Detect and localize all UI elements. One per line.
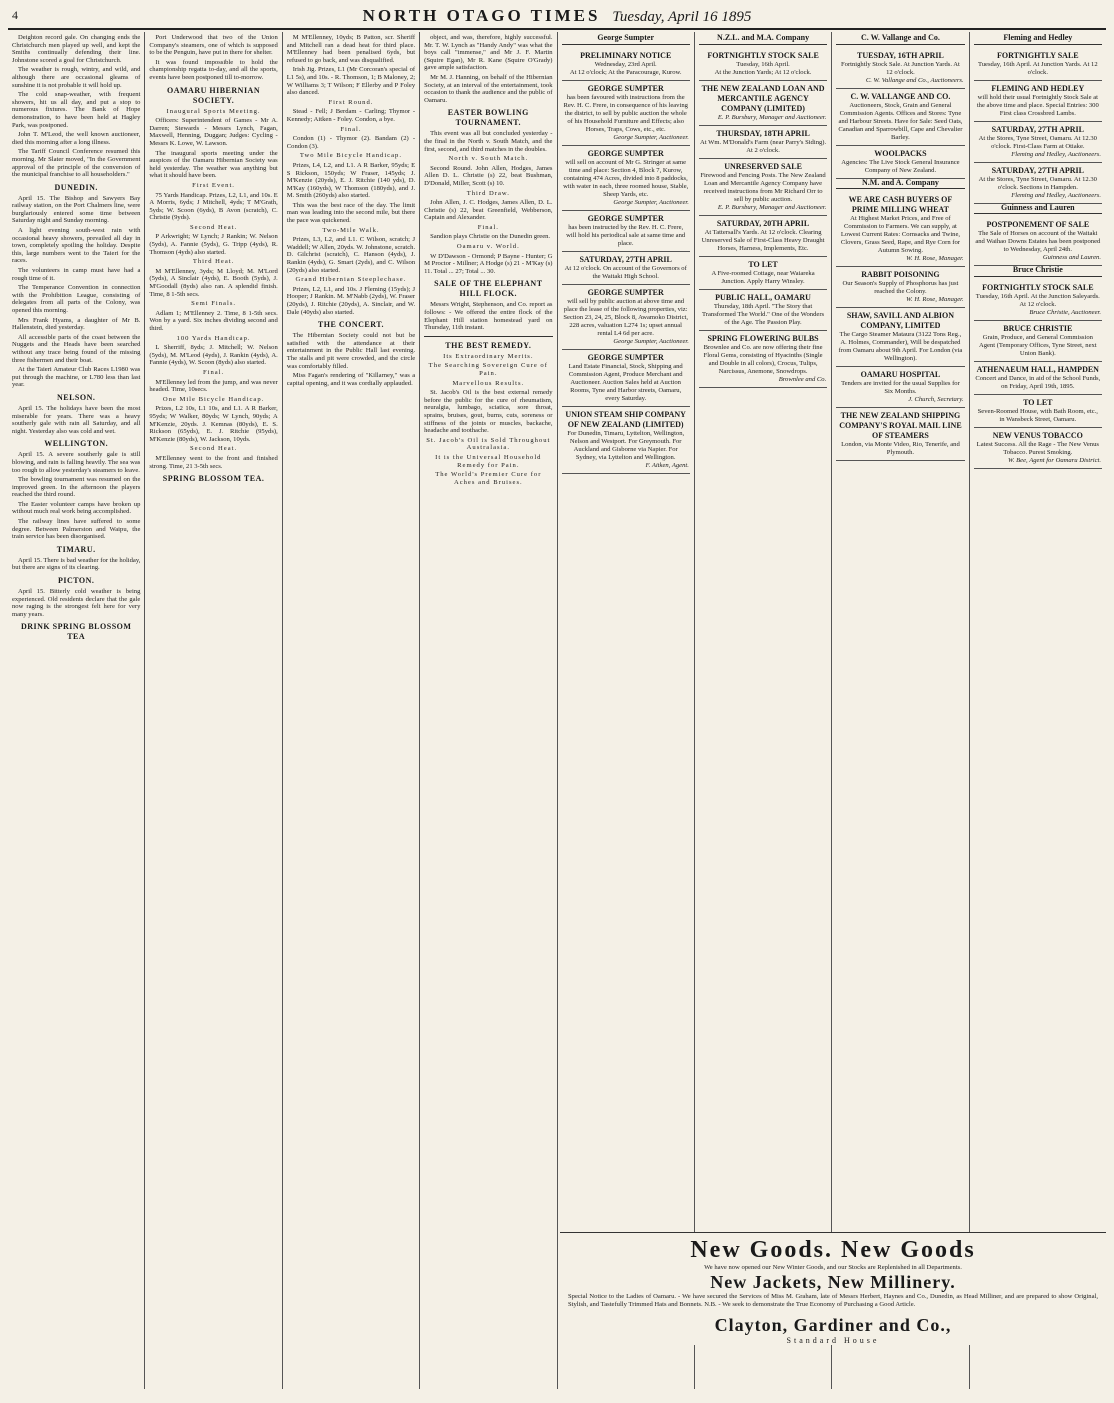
advertisement bbox=[836, 89, 964, 146]
article-paragraph: Adlam 1; M'Ellenney 2. Time, 8 1-5th secs. Won by a yard. Six inches dividing second and third. bbox=[149, 309, 278, 332]
article-subheading: St. Jacob's Oil is Sold Throughout Australasia. bbox=[426, 436, 551, 452]
advert-section-header: N.Z.L. and M.A. Company bbox=[699, 34, 827, 45]
advert-signature: J. Church, Secretary. bbox=[908, 396, 964, 404]
advertisement bbox=[699, 290, 827, 331]
advertisement bbox=[699, 48, 827, 81]
column-3 bbox=[283, 32, 420, 1389]
advert-title: THE NEW ZEALAND LOAN AND MERCANTILE AGENCY COMPANY (LIMITED) bbox=[701, 83, 825, 113]
advert-line: Tenders are invited for the usual Supplies for Six Months. bbox=[841, 380, 960, 396]
advert-title: RABBIT POISONING bbox=[861, 270, 940, 280]
column-8 bbox=[970, 32, 1106, 1389]
advert-title: NEW VENUS TOBACCO bbox=[992, 430, 1083, 440]
article-subheading: Marvellous Results. bbox=[452, 379, 525, 387]
advert-title: GEORGE SUMPTER bbox=[587, 287, 664, 297]
advert-line: A Five-roomed Cottage, near Waiareka Junction. Apply Harry Winsley. bbox=[711, 269, 815, 285]
article-subheading: Second Heat. bbox=[189, 223, 238, 231]
advertisement bbox=[836, 48, 964, 89]
article-paragraph: The Hibernian Society could not but be satisfied with the attendance at their entertainment in the Public Hall last evening. The stalls and pit were crowded, and the circle was comfortably filled. bbox=[286, 332, 416, 370]
advert-signature: George Sumpter, Auctioneer. bbox=[613, 337, 689, 345]
article-paragraph: At the Taieri Amateur Club Races L1980 was put through the machine, or L780 less than last year. bbox=[12, 366, 141, 389]
advert-headline-2: New Jackets, New Millinery. bbox=[710, 1272, 956, 1292]
article-paragraph: April 15. Bitterly cold weather is being experienced. Old residents declare that the gale now raging is the strongest felt here for very many years. bbox=[12, 588, 141, 618]
article-heading: THE BEST REMEDY. bbox=[445, 340, 532, 350]
article-heading: DUNEDIN. bbox=[54, 182, 98, 192]
article-paragraph: Prizes, L3, L2, and L1. C Wilson, scratch; J Waddell; W Allen, 20yds. W. Johnstone, scratch. D. Gilchrist (scratch), C. Hanson (4yds), J. Rankin (4yds), G. Smart (2yds), and C. Wilson (20yds) also started. bbox=[286, 236, 416, 274]
advert-line: Grain, Produce, and General Commission Agent (Temporary Offices, Tyne Street, next Union Bank). bbox=[978, 333, 1097, 357]
column-2 bbox=[145, 32, 282, 1389]
advert-title: BRUCE CHRISTIE bbox=[1003, 323, 1073, 333]
advert-section-header: George Sumpter bbox=[562, 34, 690, 45]
article-paragraph: Officers: Superintendent of Games - Mr A. Darren; Stewards - Messrs Lynch, Fagan, Maxwell, Henning, Duggan; Judges: Cycling - Messrs K. Lowe, W. Lawson. bbox=[149, 117, 278, 147]
article-paragraph: It was found impossible to hold the championship regatta to-day, and all the sports, events have been postponed till to-morrow. bbox=[149, 58, 278, 81]
advertisement bbox=[974, 395, 1102, 428]
advert-section-header: Guinness and Lauren bbox=[974, 204, 1102, 215]
article-subheading: It is the Universal Household Remedy for Pain. bbox=[435, 453, 542, 469]
advertisement bbox=[974, 428, 1102, 469]
advertisement bbox=[699, 331, 827, 388]
advert-title: GEORGE SUMPTER bbox=[587, 213, 664, 223]
article-paragraph: Deighton record gale. On changing ends the Christchurch men played up well, and kept the Smiths continually defending their line. Johnstone scored a goal for Christchurch. bbox=[12, 34, 141, 64]
article-subheading: First Event. bbox=[192, 181, 235, 189]
advertisement bbox=[562, 285, 690, 350]
article-paragraph: Mrs Frank Hyams, a daughter of Mr B. Hallenstein, died yesterday. bbox=[12, 316, 141, 332]
advertisement bbox=[562, 81, 690, 146]
article-paragraph: Stead - Fell; J Berdam - Carling; Thymor - Kennedy; Aitken - Foley. Condon, a bye. bbox=[286, 108, 416, 123]
article-heading: TIMARU. bbox=[56, 544, 96, 554]
advertisement bbox=[974, 280, 1102, 321]
advert-title: WE ARE CASH BUYERS OF PRIME MILLING WHEAT bbox=[848, 195, 953, 215]
article-paragraph: This event was all but concluded yesterday - the final in the North v. South Match, and the first, second, and third matches in the doubles. bbox=[424, 130, 553, 153]
advert-title: ATHENAEUM HALL, HAMPDEN bbox=[976, 364, 1099, 374]
article-subheading: Third Draw. bbox=[466, 189, 510, 197]
page-number: 4 bbox=[12, 8, 18, 22]
column-footer: DRINK SPRING BLOSSOM TEA bbox=[20, 622, 132, 642]
article-subheading: Second Heat. bbox=[189, 445, 238, 453]
advert-signature: C. W. Vallange and Co., Auctioneers. bbox=[865, 76, 964, 84]
advert-signature: Fleming and Hedley, Auctioneers. bbox=[1011, 191, 1101, 199]
advert-line: Tuesday, 16th April. At the Junction Saleyards. At 12 o'clock. bbox=[975, 292, 1100, 308]
advert-line: Concert and Dance, in aid of the School Funds, on Friday, April 19th, 1895. bbox=[975, 374, 1101, 390]
advert-line: Land Estate Financial, Stock, Shipping and Commission Agent, Produce Merchant and Auctioneer. Auction Sales held at Auction Rooms, Tyne and Harbor streets, Oamaru, every Saturday. bbox=[568, 362, 683, 402]
advert-title: C. W. VALLANGE AND CO. bbox=[850, 91, 951, 101]
advertisement bbox=[836, 146, 964, 179]
advert-line: Latest Success. All the Rage - The New Venus Tobacco. Purest Smoking. bbox=[976, 440, 1099, 456]
advert-title: PUBLIC HALL, OAMARU bbox=[715, 292, 811, 302]
column-7 bbox=[832, 32, 969, 1389]
advert-line: will sell on account of Mr G. Stringer at same time and place: Section 4, Block 7, Kurow, containing 474 Acres, divided into 8 paddocks, with water in each, three roomed house, Stable, Sheep Yards, etc. bbox=[563, 158, 689, 198]
advert-line: At the Junction Yards; At 12 o'clock. bbox=[714, 68, 812, 76]
article-paragraph: Miss Fagan's rendering of "Killarney," was a capital opening, and it was cordially applauded. bbox=[286, 372, 416, 387]
advert-line: Seven-Roomed House, with Bath Room, etc., in Wansbeck Street, Oamaru. bbox=[977, 407, 1098, 423]
article-subheading: Its Extraordinary Merits. bbox=[443, 352, 534, 360]
advertisement bbox=[699, 81, 827, 126]
advert-line: Tuesday, 16th April. bbox=[736, 60, 790, 68]
advert-title: THE NEW ZEALAND SHIPPING COMPANY'S ROYAL MAIL LINE OF STEAMERS bbox=[839, 411, 962, 441]
advert-signature: Bruce Christie, Auctioneer. bbox=[1029, 308, 1101, 316]
advertisement bbox=[974, 122, 1102, 163]
advert-title: TUESDAY, 16TH APRIL bbox=[857, 50, 944, 60]
advertisement bbox=[562, 146, 690, 211]
clayton-gardiner-advert bbox=[560, 1232, 1106, 1345]
advertisement bbox=[974, 81, 1102, 122]
advert-line: Auctioneers, Stock, Grain and General Commission Agents. Offices and Stores: Tyne and Harbour Streets. Have for Sale: Seed Oats, Canadian and Sparrowbill, Cape and Chevalier Barley. bbox=[838, 101, 963, 141]
advert-line: At 12 o'clock. On account of the Governors of the Waitaki High School. bbox=[564, 264, 687, 280]
advert-line: Agencies: The Live Stock General Insurance Company of New Zealand. bbox=[841, 158, 960, 174]
article-subheading: 100 Yards Handicap. bbox=[176, 334, 251, 342]
article-heading: NELSON. bbox=[56, 392, 96, 402]
advert-title: WOOLPACKS bbox=[874, 148, 927, 158]
article-paragraph: The Tariff Council Conference resumed this morning. Mr Slater moved, "In the Government approval of the principle of the conversion of the municipal franchise to all householders." bbox=[12, 148, 141, 179]
article-paragraph: The railway lines have suffered to some degree. Between Palmerston and Waipu, the train service has been disorganised. bbox=[12, 518, 141, 541]
column-6 bbox=[695, 32, 832, 1389]
advert-title: THURSDAY, 18TH APRIL bbox=[716, 128, 810, 138]
advert-title: GEORGE SUMPTER bbox=[587, 352, 664, 362]
advertisement bbox=[836, 408, 964, 461]
advert-title: SPRING FLOWERING BULBS bbox=[707, 333, 819, 343]
masthead bbox=[8, 6, 1106, 30]
article-subheading: Inaugural Sports Meeting. bbox=[166, 107, 261, 115]
advertisement bbox=[699, 126, 827, 159]
advertisement bbox=[562, 211, 690, 252]
advert-title: FLEMING AND HEDLEY bbox=[991, 83, 1085, 93]
advert-firm-name: Clayton, Gardiner and Co., bbox=[714, 1315, 952, 1335]
advert-line: The Cargo Steamer Mataura (3122 Tons Reg., A. Holmes, Commander), Will be despatched from Oamaru about 9th April. For London (via Wellington). bbox=[838, 331, 963, 363]
article-paragraph: John T. M'Leod, the well known auctioneer, died this morning after a long illness. bbox=[12, 131, 141, 146]
advert-title: SATURDAY, 27TH APRIL bbox=[991, 165, 1085, 175]
advert-title: TO LET bbox=[1023, 397, 1053, 407]
article-paragraph: M M'Ellenney, 10yds; B Patton, scr. Sheriff and Mitchell ran a dead heat for third place. M'Ellenney had been penalised 6yds, but refused to go back, and was disqualified. bbox=[286, 34, 416, 64]
advert-section-header: C. W. Vallange and Co. bbox=[836, 34, 964, 45]
advertisement bbox=[974, 321, 1102, 362]
advert-signature: F. Aitken, Agent. bbox=[645, 461, 689, 469]
advertisement bbox=[974, 163, 1102, 204]
advertisement bbox=[562, 48, 690, 81]
advert-line: Fortnightly Stock Sale. At Junction Yards. At 12 o'clock. bbox=[840, 60, 960, 76]
article-subheading: Final. bbox=[202, 368, 225, 376]
advert-line: will sell by public auction at above time and place the lease of the following properties, viz: Section 23, 24, 25, Block 8, Awamoko District, 228 acres, valuation L274 1s; upset annual rental L4 6d per acre. bbox=[563, 297, 689, 337]
advert-title: TO LET bbox=[748, 259, 778, 269]
advert-title: FORTNIGHTLY STOCK SALE bbox=[982, 282, 1094, 292]
advert-line: At Tattersall's Yards. At 12 o'clock. Clearing Unreserved Sale of First-Class Heavy Draught Horses, Harness, Implements, Etc. bbox=[701, 228, 825, 252]
advert-title: FORTNIGHTLY SALE bbox=[997, 50, 1079, 60]
article-paragraph: Messrs Wright, Stephenson, and Co. report as follows: - We offered the entire flock of the Elephant Hill station homestead yard on Thursday, 11th instant. bbox=[424, 301, 553, 332]
newspaper-title: NORTH OTAGO TIMES bbox=[362, 6, 601, 25]
advert-section-header: N.M. and A. Company bbox=[836, 179, 964, 190]
advert-signature: W. H. Rose, Manager. bbox=[906, 296, 964, 304]
advert-line: At 12 o'clock; At the Paracourage, Kurow. bbox=[569, 68, 682, 76]
article-subheading: The World's Premier Cure for Aches and Bruises. bbox=[435, 471, 542, 486]
article-subheading: Two Mile Bicycle Handicap. bbox=[299, 152, 402, 160]
article-paragraph: The Easter volunteer camps have broken up without much real work being accomplished. bbox=[12, 500, 141, 516]
advert-title: GEORGE SUMPTER bbox=[587, 148, 664, 158]
article-subheading: Semi Finals. bbox=[191, 300, 237, 308]
advert-signature: E. P. Bursbury, Manager and Auctioneer. bbox=[717, 113, 827, 121]
advert-line: At Wm. M'Donald's Farm (near Parry's Siding). At 2 o'clock. bbox=[699, 138, 827, 154]
advert-title: SATURDAY, 20TH APRIL bbox=[716, 218, 810, 228]
article-paragraph: April 15. The Bishop and Sawyers Bay railway station, on the Port Chalmers line, were burglariously entered some time between Saturday night and Sunday morning. bbox=[12, 194, 141, 225]
article-paragraph: All accessible parts of the coast between the Nuggets and the Heads have been searched without any trace being found of the missing three fishermen and their boat. bbox=[12, 333, 141, 364]
issue-date: Tuesday, April 16 1895 bbox=[612, 9, 752, 25]
article-paragraph: L Sherriff, 8yds; J. Mitchell; W. Nelson (5yds), M. M'Leod (4yds), J. Rankin (4yds), A. Fannie (4yds), W. Scoon (8yds) also started. bbox=[149, 344, 278, 367]
advert-title: GEORGE SUMPTER bbox=[587, 83, 664, 93]
article-paragraph: M M'Ellenney, 3yds; M Lloyd; M. M'Lord (5yds), A Sinclair (4yds), E. Booth (5yds), J. M'Goodall (8yds) also ran. A splendid finish. Time, 8 1-5th secs. bbox=[149, 267, 278, 298]
advert-headline: New Goods. New Goods bbox=[690, 1237, 976, 1263]
advertisement bbox=[562, 407, 690, 474]
article-paragraph: W D'Dawson - Ormond; P Bayne - Hunter; G M Proctor - Millner; A Hodge (s) 21 - M'Kay (s) 11. Total ... 27; Total ... 30. bbox=[424, 252, 553, 275]
advert-signature: George Sumpter, Auctioneer. bbox=[613, 133, 689, 141]
advert-line: Firewood and Fencing Posts. The New Zealand Loan and Mercantile Agency Company have received instructions from Mr Richard Orr to sell by public auction. bbox=[700, 171, 826, 203]
article-subheading: North v. South Match. bbox=[448, 155, 529, 163]
advert-body: Special Notice to the Ladies of Oamaru. - We have secured the Services of Miss M. Graham, late of Messrs Herbert, Haynes and Co., Dunedin, as Head Milliner, and are prepared to show Original, Stylish, and Tastefully Trimmed Hats and Bonnets. N.B. - We seek to demonstrate the True Economy of Purchasing a Good Article. bbox=[568, 1293, 1098, 1308]
advertisement bbox=[699, 216, 827, 257]
advertisement bbox=[562, 350, 690, 407]
article-paragraph: The cold snap-weather, with frequent showers, hit us all day, and put a stop to numerous fixtures. The Bank of Hope demonstration, to have been held at Hagley Park, was postponed. bbox=[12, 91, 141, 129]
article-heading: WELLINGTON. bbox=[44, 439, 109, 449]
column-1 bbox=[8, 32, 145, 1389]
article-paragraph: The weather is rough, wintry, and wild, and although there are occasional gleams of sunshine it is not probable it will hold up. bbox=[12, 66, 141, 89]
article-paragraph: Prizes, L2 10s, L1 10s, and L1. A R Barker, 95yds; W Walker, 80yds; W Lynch, 90yds; A M'Kenzie, 20yds. J. Kemnas (80yds), E. S. Rickson (65yds), E. J. Ritchie (95yds), M'Kenzie (80yds), W. Jackson, 10yds. bbox=[149, 405, 278, 443]
article-paragraph: April 15. The holidays have been the most miserable for years. There was a heavy southerly gale with rain all Saturday, and all night. Yesterday also was cold and wet. bbox=[12, 404, 141, 435]
advert-line: Our Season's Supply of Phosphorus has just reached the Colony. bbox=[842, 280, 959, 296]
advert-line: Thursday, 18th April. "The Story that Transformed The World." One of the Wonders of the Age. The Passion Play. bbox=[702, 302, 825, 326]
article-heading: EASTER BOWLING TOURNAMENT. bbox=[447, 108, 529, 128]
advert-title: UNION STEAM SHIP COMPANY OF NEW ZEALAND (LIMITED) bbox=[565, 409, 686, 429]
advert-title: SATURDAY, 27TH APRIL bbox=[991, 124, 1085, 134]
advert-signature: E. P. Bursbury, Manager and Auctioneer. bbox=[717, 203, 827, 211]
article-paragraph: Port Underwood that two of the Union Company's steamers, one of which is supposed to be the Penguin, have put in there for shelter. bbox=[149, 34, 278, 57]
advertisement bbox=[836, 308, 964, 367]
article-subheading: First Round. bbox=[328, 98, 374, 106]
advert-title: FORTNIGHTLY STOCK SALE bbox=[707, 50, 819, 60]
article-paragraph: object, and was, therefore, highly successful. Mr. T. W. Lynch as "Handy Andy" was what the boys call "immense," and Mr J. F. Martin (Squire Egan), Mr R. Kane (Squire O'Grady) gave ample satisfaction. bbox=[424, 34, 553, 72]
article-subheading: Oamaru v. World. bbox=[456, 243, 520, 251]
article-paragraph: The bowling tournament was resumed on the improved green. In the afternoon the players reached the third round. bbox=[12, 476, 141, 499]
article-paragraph: St. Jacob's Oil is the best external remedy before the public for the cure of rheumatism, neuralgia, lumbago, sciatica, sore throat, sprains, bruises, gout, burns, cuts, soreness or stiffness of the joints or muscles, backache, headache and toothache. bbox=[424, 389, 553, 435]
article-paragraph: April 15. There is bad weather for the holiday, but there are signs of its clearing. bbox=[12, 556, 141, 572]
advert-line: The Sale of Horses on account of the Waitaki and Waihao Downs Estates has been postponed to Wednesday, April 24th. bbox=[975, 230, 1101, 254]
advertisement bbox=[699, 257, 827, 290]
advert-signature: Brownlee and Co. bbox=[778, 375, 827, 383]
advert-line: For Dunedin, Timaru, Lyttelton, Wellington, Nelson and Westport. For Greymouth. For Auckland and Gisborne via Napier. For Sydney, via Lyttelton and Wellington. bbox=[567, 429, 685, 461]
advert-title: OAMARU HOSPITAL bbox=[860, 370, 941, 380]
advertisement bbox=[699, 159, 827, 216]
advert-signature: Fleming and Hedley, Auctioneers. bbox=[1011, 150, 1101, 158]
advert-line: At the Stores, Tyne Street, Oamaru. At 12.30 o'clock. Sections in Hampden. bbox=[978, 175, 1097, 191]
advertisement bbox=[974, 217, 1102, 266]
advertisement bbox=[974, 48, 1102, 81]
article-heading: PICTON. bbox=[57, 576, 95, 586]
article-paragraph: P Arkwright; W Lynch; J Rankin; W. Nelson (5yds), A. Fannie (5yds), G. Tripp (4yds), R. Thomson (4yds) also started. bbox=[149, 233, 278, 256]
advert-line: has been instructed by the Rev. H. C. Frere, will hold his periodical sale at same time and place. bbox=[566, 223, 686, 247]
advertisement bbox=[974, 362, 1102, 395]
article-subheading: Final. bbox=[340, 125, 362, 133]
article-paragraph: The inaugural sports meeting under the auspices of the Oamaru Hibernian Society was held yesterday. The weather was anything but what it should have been. bbox=[149, 149, 278, 180]
advert-line: has been favoured with instructions from the Rev. H. C. Frere, in consequence of his leaving the district, to sell by public auction the whole of his Household Furniture and Effects; also Horses, Traps, Cows, etc., etc. bbox=[563, 93, 688, 133]
advert-firm-sub: Standard House bbox=[786, 1336, 880, 1345]
advert-section-header: Fleming and Hedley bbox=[974, 34, 1102, 45]
article-paragraph: Mr M. J. Hanning, on behalf of the Hibernian Society, at an interval of the entertainment, took occasion to thank the audience and the public of Oamaru. bbox=[424, 73, 553, 104]
advert-signature: George Sumpter, Auctioneer. bbox=[613, 198, 689, 206]
article-paragraph: Prizes, L4, L2, and L1. A R Barker, 95yds; E S Rickson, 150yds; W Fraser, 145yds; J. M'Kenzie (20yds), E. J. Ritchie (140 yds), D. M'Kay (160yds), W Thomson (180yds), and J. M. Smith (260yds) also started. bbox=[286, 161, 416, 200]
article-paragraph: John Allen, J. C. Hodges, James Allen, D. L. Christie (s) 22, beat Greenfield, Webberson, Captain and Alexander. bbox=[424, 199, 553, 222]
article-paragraph: M'Ellenney went to the front and finished strong. Time, 21 3-5th secs. bbox=[149, 454, 278, 470]
divider bbox=[424, 336, 552, 337]
advert-line: Wednesday, 23rd April. bbox=[594, 60, 657, 68]
article-heading: THE CONCERT. bbox=[317, 320, 384, 330]
article-heading: OAMARU HIBERNIAN SOCIETY. bbox=[167, 85, 261, 105]
advert-line: Tuesday, 16th April. At Junction Yards. At 12 o'clock. bbox=[977, 60, 1098, 76]
column-5 bbox=[558, 32, 695, 1389]
article-paragraph: The Temperance Convention in connection with the Prohibition League, consisting of delegates from all parts of the Colony, was opened this morning. bbox=[12, 284, 141, 314]
advert-line: At Highest Market Prices, and Free of Commission to Farmers. We can supply, at Lowest Current Rates: Cornsacks and Twine, Clovers, Grass Seed, Rape, and Rye Corn for Autumn Sowing. bbox=[840, 215, 961, 255]
article-subheading: Third Heat. bbox=[192, 258, 235, 266]
article-paragraph: M'Ellenney led from the jump, and was never headed. Time, 10secs. bbox=[149, 378, 278, 394]
article-paragraph: Prizes, L2, L1, and 10s. J Fleming (15yds); J Hooper; J Rankin. M. M'Nabb (2yds), W. Fraser (20yds), J. Ritchie (20yds), A. Sinclair, and W. Dale (40yds) also started. bbox=[286, 285, 416, 316]
advert-title: UNRESERVED SALE bbox=[724, 161, 802, 171]
advert-intro: We have now opened our New Winter Goods, and our Stocks are Replenished in all Departments. bbox=[704, 1264, 962, 1271]
column-4 bbox=[420, 32, 557, 1389]
article-subheading: The Searching Sovereign Cure of Pain. bbox=[428, 362, 548, 377]
article-subheading: Two-Mile Walk. bbox=[322, 226, 380, 234]
advertisement bbox=[562, 252, 690, 285]
article-subheading: One Mile Bicycle Handicap. bbox=[162, 395, 265, 403]
advert-title: SATURDAY, 27TH APRIL bbox=[579, 254, 672, 264]
article-paragraph: April 15. A severe southerly gale is still blowing, and rain is falling heavily. The sea was too rough to allow yesterday's steamers to leave. bbox=[12, 451, 141, 474]
advertisement bbox=[836, 367, 964, 408]
advert-title: SHAW, SAVILL AND ALBION COMPANY, LIMITED bbox=[846, 311, 955, 331]
article-paragraph: The volunteers in camp must have had a rough time of it. bbox=[12, 267, 141, 282]
article-paragraph: This was the best race of the day. The limit man was leading into the second mile, but there the pace was quickened. bbox=[286, 201, 416, 225]
article-subheading: Final. bbox=[477, 223, 499, 231]
advert-line: London, via Monte Video, Rio, Tenerife, and Plymouth. bbox=[841, 441, 960, 457]
article-paragraph: Sandion plays Christie on the Dunedin green. bbox=[430, 233, 551, 241]
article-paragraph: 75 Yards Handicap. Prizes, L2, L1, and 10s. E A Morris, 6yds; J Mitchell, 4yds; T M'Grath, 5yds; W. Scoon (6yds), B Avon (scratch), C. Christie (9yds). bbox=[149, 191, 278, 222]
advertisement bbox=[836, 267, 964, 308]
columns bbox=[8, 32, 1106, 1389]
advert-title: POSTPONEMENT OF SALE bbox=[986, 220, 1090, 230]
article-paragraph: A light evening south-west rain with occasional heavy showers, prevailed all day in town, completely spoiling the holiday. Despite this, large numbers went to the Taieri for the races. bbox=[12, 227, 141, 265]
article-paragraph: Second Round. John Allen, Hodges, James Allen D. L. Christie (s) 22, beat Bushman, D'Donald, Miller, Scott (s) 10. bbox=[424, 164, 553, 187]
column-footer: SPRING BLOSSOM TEA. bbox=[162, 474, 265, 484]
article-paragraph: Irish Jig. Prizes, L1 (Mr Corcoran's special of L1 5s), and 10s. - R. Thomson, 1; B Maloney, 2; W Williams 3; T Wilson; F Ellerby and P Foley also danced. bbox=[286, 66, 416, 97]
advert-line: At the Stores, Tyne Street, Oamaru. At 12.30 o'clock. First-Class Farm at Otiake. bbox=[978, 134, 1097, 150]
advert-signature: Guinness and Lauren. bbox=[1042, 254, 1101, 262]
advert-line: will hold their usual Fortnightly Stock Sale at the above time and place. Special Entries: 300 First class Crossbred Lambs. bbox=[976, 93, 1099, 117]
advert-section-header: Bruce Christie bbox=[974, 266, 1102, 277]
advert-signature: W. Bee, Agent for Oamaru District. bbox=[1007, 456, 1101, 464]
advert-line: Brownlee and Co. are now offering their fine Floral Gems, consisting of Hyacinths (Single and Double in all colors), Crocus, Tulips, Narcissus, Anemone, Snowdrops. bbox=[703, 343, 823, 375]
article-subheading: Grand Hibernian Steeplechase. bbox=[295, 276, 407, 284]
article-paragraph: Condon (1) - Thymor (2). Bandam (2) - Condon (3). bbox=[286, 135, 416, 150]
article-heading: SALE OF THE ELEPHANT HILL FLOCK. bbox=[434, 279, 543, 299]
advert-signature: W. H. Rose, Manager. bbox=[906, 255, 964, 263]
advertisement bbox=[836, 192, 964, 267]
advert-title: PRELIMINARY NOTICE bbox=[580, 50, 672, 60]
